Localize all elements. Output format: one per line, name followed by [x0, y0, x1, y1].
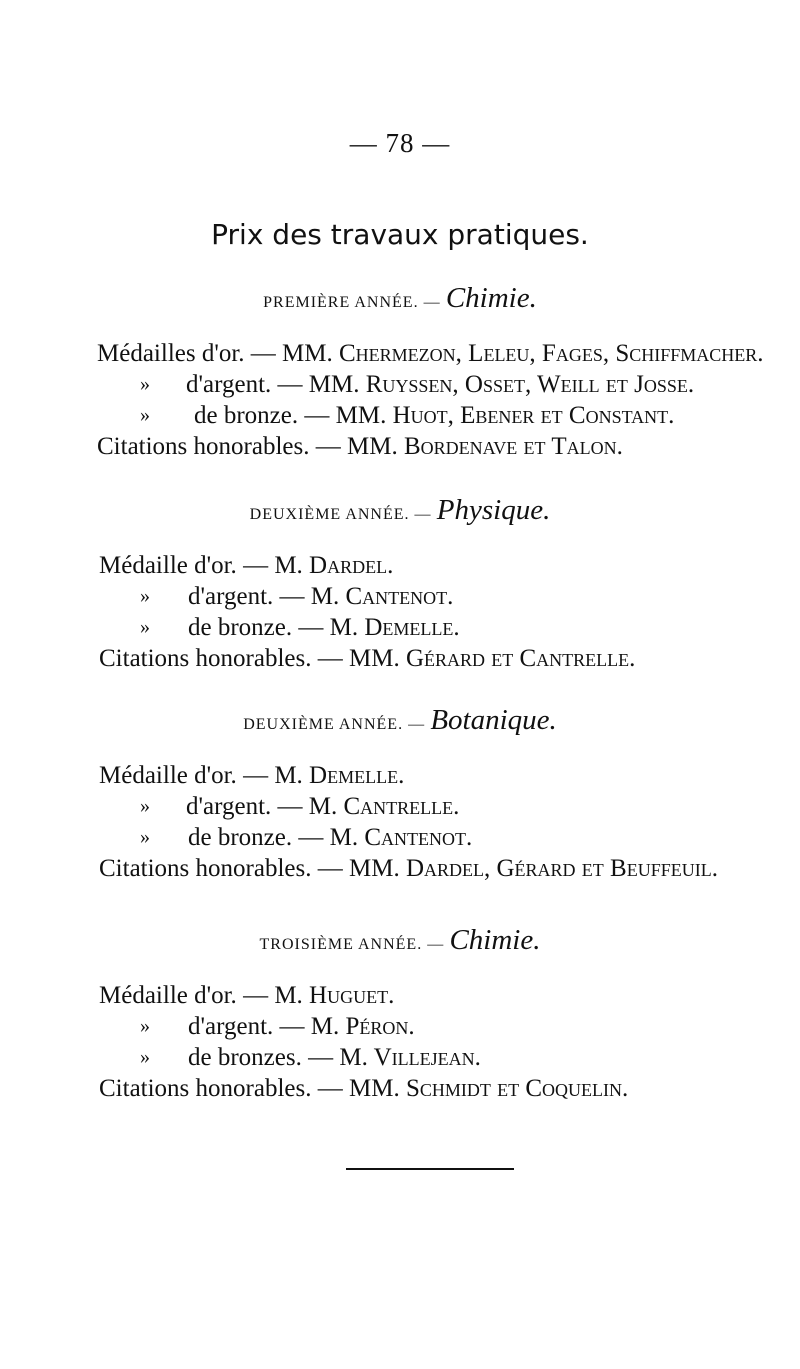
award-recipients: — MM. Ruyssen, Osset, Weill et Josse.	[271, 371, 695, 398]
award-label: Citations honorables.	[99, 1075, 312, 1102]
closing-rule	[346, 1168, 514, 1170]
section-year: TROISIÈME ANNÉE. —	[259, 936, 445, 953]
award-recipients: — M. Cantrelle.	[271, 793, 460, 820]
award-recipients: — M. Demelle.	[236, 762, 405, 789]
award-label: d'argent.	[188, 583, 274, 610]
section-heading	[0, 490, 800, 530]
award-label: Citations honorables.	[99, 645, 312, 672]
section-heading	[0, 920, 800, 960]
award-label: d'argent.	[186, 371, 272, 398]
section-year: PREMIÈRE ANNÉE. —	[263, 294, 441, 311]
award-label: Médailles d'or.	[97, 340, 245, 367]
award-entry	[0, 1073, 800, 1104]
award-recipients: — M. Dardel.	[236, 552, 394, 579]
award-recipients: — M. Huguet.	[236, 982, 395, 1009]
award-recipients: — MM. Dardel, Gérard et Beuffeuil.	[311, 855, 718, 882]
award-recipients: — MM. Schmidt et Coquelin.	[311, 1075, 629, 1102]
section-year: DEUXIÈME ANNÉE. —	[243, 716, 426, 733]
award-entry	[0, 431, 800, 462]
section-troisieme-annee-chimie	[0, 920, 800, 1104]
award-label: Médaille d'or.	[99, 762, 237, 789]
section-deuxieme-annee-physique	[0, 490, 800, 674]
ditto-mark: »	[140, 826, 150, 848]
section-premiere-annee-chimie	[0, 278, 800, 462]
section-deuxieme-annee-botanique	[0, 700, 800, 884]
award-recipients: — MM. Huot, Ebener et Constant.	[298, 402, 675, 429]
award-label: de bronze.	[188, 614, 293, 641]
award-entry	[0, 581, 800, 612]
award-recipients: — M. Cantenot.	[292, 824, 473, 851]
award-label: d'argent.	[186, 793, 272, 820]
section-subject: Chimie.	[449, 924, 541, 956]
award-label: Médaille d'or.	[99, 982, 237, 1009]
award-entry	[0, 1011, 800, 1042]
section-subject: Botanique.	[430, 704, 557, 736]
award-label: Citations honorables.	[99, 855, 312, 882]
section-year: DEUXIÈME ANNÉE. —	[249, 506, 432, 523]
award-label: Citations honorables.	[97, 433, 310, 460]
award-label: de bronze.	[194, 402, 299, 429]
ditto-mark: »	[140, 585, 150, 607]
award-entry	[0, 980, 800, 1011]
award-recipients: — MM. Bordenave et Talon.	[309, 433, 623, 460]
award-recipients: — MM. Chermezon, Leleu, Fages, Schiffmacher.	[244, 340, 764, 367]
section-heading	[0, 700, 800, 740]
award-entry	[0, 400, 800, 431]
award-recipients: — M. Demelle.	[292, 614, 460, 641]
award-recipients: — M. Villejean.	[301, 1044, 481, 1071]
ditto-mark: »	[140, 616, 150, 638]
award-entry	[0, 822, 800, 853]
award-recipients: — M. Péron.	[273, 1013, 415, 1040]
award-entry	[0, 1042, 800, 1073]
section-heading	[0, 278, 800, 318]
award-entry	[0, 369, 800, 400]
award-entry	[0, 612, 800, 643]
section-subject: Physique.	[436, 494, 551, 526]
award-recipients: — MM. Gérard et Cantrelle.	[311, 645, 636, 672]
award-entry	[0, 550, 800, 581]
award-entry	[0, 791, 800, 822]
ditto-mark: »	[140, 795, 150, 817]
ditto-mark: »	[140, 1046, 150, 1068]
ditto-mark: »	[140, 404, 150, 426]
award-entry	[0, 760, 800, 791]
award-entry	[0, 643, 800, 674]
ditto-mark: »	[140, 1015, 150, 1037]
award-label: de bronze.	[188, 824, 293, 851]
ditto-mark: »	[140, 373, 150, 395]
award-label: d'argent.	[188, 1013, 274, 1040]
section-subject: Chimie.	[445, 282, 537, 314]
page-title: Prix des travaux pratiques.	[211, 218, 589, 251]
award-label: de bronzes.	[188, 1044, 302, 1071]
page-number: — 78 —	[349, 128, 451, 158]
award-label: Médaille d'or.	[99, 552, 237, 579]
award-recipients: — M. Cantenot.	[273, 583, 454, 610]
award-entry	[0, 338, 800, 369]
award-entry	[0, 853, 800, 884]
